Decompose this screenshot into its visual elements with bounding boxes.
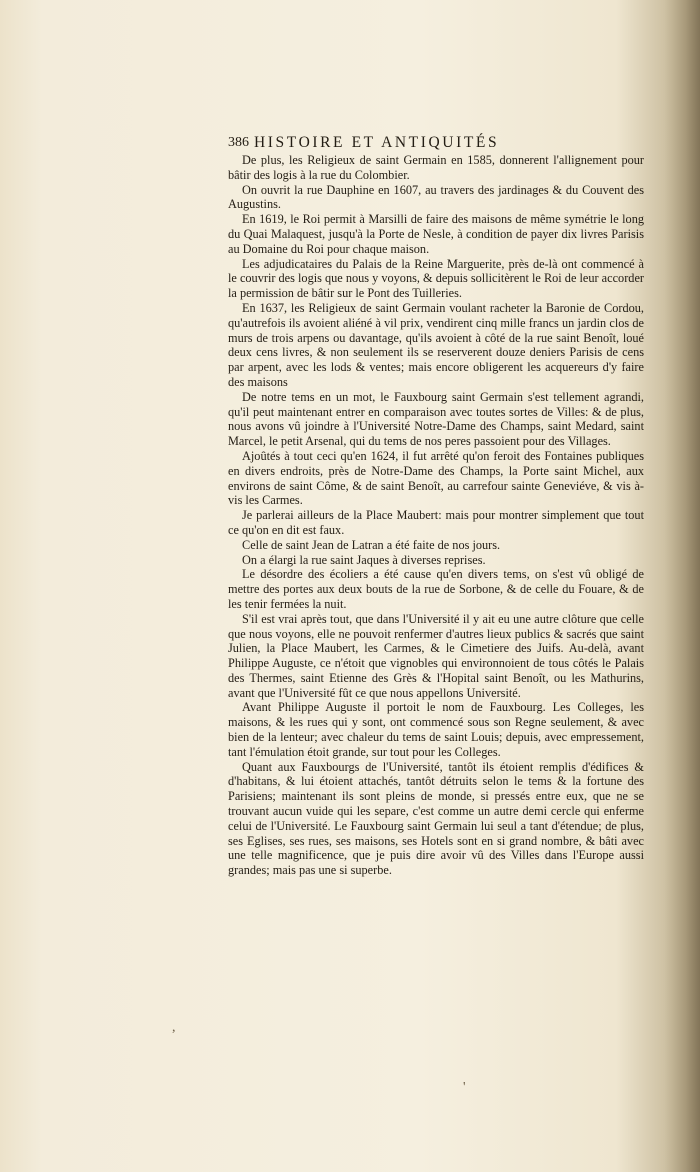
paragraph: En 1637, les Religieux de saint Germain voulant racheter la Baronie de Cordou, qu'autrefois ils avoient aliéné à vil prix, vendirent cinq mille francs un jardin clos de murs de trois arpens ou davantage, qu'ils avoient à côté de la rue saint Benoît, loué deux cens livres, & non seulement ils se reserverent douze deniers Parisis de cens par arpent, avec les lods & ventes; mais encore obligerent les acquereurs d'y faire des maisons xyxy=(228,300,644,389)
paragraph: On ouvrit la rue Dauphine en 1607, au travers des jardinages & du Couvent des Augustins. xyxy=(228,182,644,212)
body-text xyxy=(228,153,644,878)
paragraph: De notre tems en un mot, le Fauxbourg saint Germain s'est tellement agrandi, qu'il peut maintenant entrer en comparaison avec toutes sortes de Villes: & de plus, nous avons vû joindre à l'Université Notre-Dame des Champs, saint Medard, saint Marcel, le petit Arsenal, qui du tems de nos peres passoient pour des Villages. xyxy=(228,389,644,449)
paragraph: Ajoûtés à tout ceci qu'en 1624, il fut arrêté qu'on feroit des Fontaines publiques en divers endroits, près de Notre-Dame des Champs, la Porte saint Michel, aux environs de saint Côme, & de saint Benoît, au carrefour sainte Geneviéve, & vis à-vis les Carmes. xyxy=(228,448,644,508)
paragraph: En 1619, le Roi permit à Marsilli de faire des maisons de même symétrie le long du Quai Malaquest, jusqu'à la Porte de Nesle, à condition de payer dix livres Parisis au Domaine du Roi pour chaque maison. xyxy=(228,212,644,256)
paragraph: Celle de saint Jean de Latran a été faite de nos jours. xyxy=(242,537,501,552)
paper-speck: ' xyxy=(463,1080,466,1095)
running-head: HISTOIRE ET ANTIQUITÉS xyxy=(254,134,500,151)
page-gutter-shadow xyxy=(664,0,700,1172)
paragraph: Le désordre des écoliers a été cause qu'en divers tems, on s'est vû obligé de mettre des portes aux deux bouts de la rue de Sorbone, & de celle du Fouare, & de les tenir fermées la nuit. xyxy=(228,567,644,611)
page-number: 386 xyxy=(228,135,249,150)
paragraph: On a élargi la rue saint Jaques à diverses reprises. xyxy=(242,552,486,567)
paragraph: S'il est vrai après tout, que dans l'Université il y ait eu une autre clôture que celle que nous voyons, elle ne pouvoit renfermer d'autres lieux publics & sacrés que saint Julien, la Place Maubert, les Carmes, & le Cimetiere des Juifs. Au-delà, avant Philippe Auguste, ce n'étoit que vignobles qui environnoient de tous côtés le Palais des Thermes, saint Etienne des Grès & l'Hopital saint Benoît, ou les Mathurins, avant que l'Université fût ce que nous appellons Université. xyxy=(228,611,644,700)
paragraph: Les adjudicataires du Palais de la Reine Marguerite, près de-là ont commencé à le couvrir des logis que nous y voyons, & depuis sollicitèrent le Roi de leur accorder la permission de bâtir sur le Pont des Tuilleries. xyxy=(228,256,644,301)
paragraph: Je parlerai ailleurs de la Place Maubert: mais pour montrer simplement que tout ce qu'on en dit est faux. xyxy=(228,508,644,537)
paper-speck: , xyxy=(172,1020,176,1035)
paragraph: Avant Philippe Auguste il portoit le nom de Fauxbourg. Les Colleges, les maisons, & les rues qui y sont, ont commencé sous son Regne seulement, & avec bien de la lenteur; avec chaleur du tems de saint Louis; depuis, avec empressement, tant l'émulation étoit grande, sur tout pour les Colleges. xyxy=(228,700,644,759)
page-header xyxy=(228,134,638,153)
paragraph: De plus, les Religieux de saint Germain en 1585, donnerent l'allignement pour bâtir des logis à la rue du Colombier. xyxy=(228,153,644,182)
paragraph: Quant aux Fauxbourgs de l'Université, tantôt ils étoient remplis d'édifices & d'habitans, & lui étoient attachés, tantôt détruits selon le tems & la fortune des Parisiens; maintenant ils sont pleins de monde, si pressés entre eux, que ne se trouvant aucun vuide qui les separe, c'est comme un autre demi cercle qui enferme celui de l'Université. Le Fauxbourg saint Germain lui seul a tant d'étendue; de plus, ses Eglises, ses rues, ses maisons, ses Hotels sont en si grand nombre, & bâti avec une telle magnificence, que je puis dire avoir vû des Villes dans l'Europe aussi grandes; mais pas une si superbe. xyxy=(228,759,644,878)
